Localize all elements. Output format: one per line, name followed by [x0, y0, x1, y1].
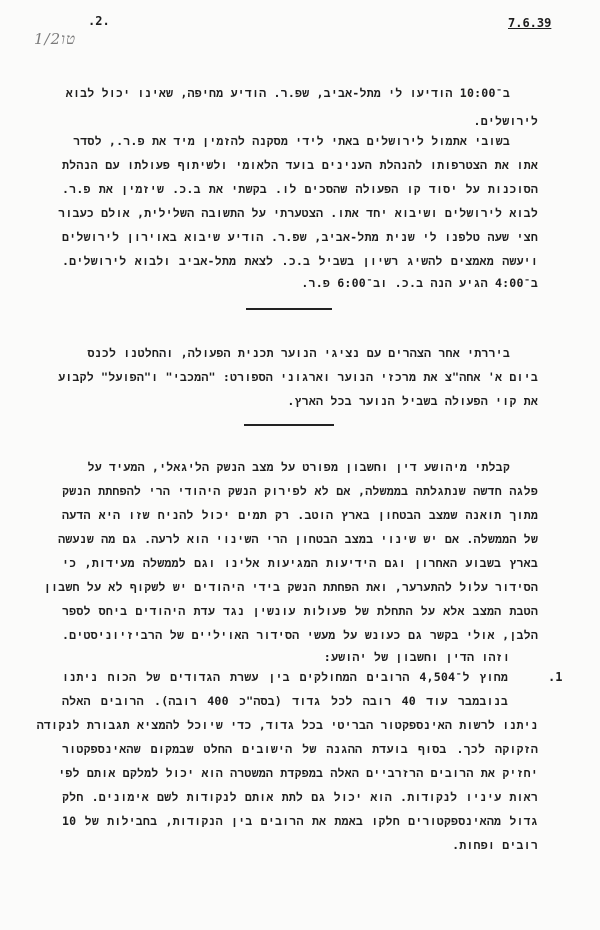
text-line: הזקוקה לכך. בסוף בועדת ההגנה של הישובים החלט שבמקום שהאינספקטור: [62, 742, 538, 756]
text-line: מחוץ ל־4,504 הרובים המחולקים בין עשרת הגדודים של הכוח ניתנו: [62, 670, 509, 684]
text-line: יחזיק את הרובים הרזרביים האלה במפקדת המשטרה הוא יכול למלקם אותם לפי: [58, 766, 538, 780]
text-line: מתוך תואנה שמצב הבטחון בארץ הוטב. רק תמים יכול להניח שזו היא הדעה: [62, 508, 538, 522]
handwritten-mark: 1/2טו: [34, 30, 77, 48]
page-number: .2.: [88, 14, 110, 28]
text-line: רובים ופחות.: [452, 838, 538, 852]
text-line: חצי שעה טלפנו לי שנית מתל-אביב, שפ.ר. הודיע שיבוא באוירון לירושלים: [62, 230, 538, 244]
text-line: ביררתי אחר הצהרים עם נציגי הנוער תכנית הפעולה, והחלטנו לכנס: [87, 346, 510, 360]
text-line: וזהו הדין וחשבון של יהושע:: [323, 650, 510, 664]
text-line: בארץ בשבוע האחרון וגם הידיעות המגיעות אלינו וגם לממשלה מעידות, כי: [62, 556, 538, 570]
text-line: הטבת המצב אלא על התחלת של פעולות עונשין נגד עדת היהודים ביחס לספר: [62, 604, 538, 618]
text-line: בשובי אתמול לירושלים באתי לידי מסקנה להזמין מיד את פ.ר., לסדר: [73, 134, 510, 148]
text-line: לירושלים.: [473, 114, 538, 128]
text-line: ב־4:00 הגיע הנה ב.כ. וב־6:00 פ.ר.: [301, 276, 538, 290]
text-line: ביום א' אחה"צ את מרכזי הנוער וארגוני הספורט: "המכבי" ו"הפועל" לקבוע: [58, 370, 538, 384]
text-line: של הממשלה. אם יש שינוי במצב הבטחון הרי השינוי הוא לרעה. גם מה שנעשה: [58, 532, 538, 546]
text-line: הלבן, אולי בקשר גם כעונש על מעשי הסידור האויליים של הרביזיוניסטים.: [62, 628, 538, 642]
text-line: הסוכנות על יסוד קו הפעולה שהסכים לו. בקשתי את ב.כ. שיזמין את פ.ר.: [62, 182, 538, 196]
section-separator: [246, 308, 332, 310]
text-line: אתו את הצטרפותו להנהלת הענינים בועד הלאומי ולשיתוף פעולתו עם הנהלת: [62, 158, 538, 172]
text-line: בנובמבר עוד 40 רובה לכל גדוד (בסה"כ 400 רובה). הרובים האלה: [62, 694, 508, 708]
text-line: גדול מהאינספקטורים חלקו באמת את הרובים בין הנקודות, בחבילות של 10: [62, 814, 538, 828]
text-line: ויעשה מאמצים להשיג רשיון בשביל ב.כ. לצאת מתל-אביב ולבוא לירושלים.: [62, 254, 538, 268]
text-line: ראות עיניו לנקודות. הוא יכול גם לתת אותם לנקודות לשם אימונים. חלק: [62, 790, 538, 804]
list-item-number: .1: [548, 670, 563, 684]
text-line: הסידור עלול להתערער, ואת הפחתת הנשק בידי היהודים יש לשקוף לא על חשבון: [43, 580, 538, 594]
text-line: קבלתי מיהושע דין וחשבון מפורט על מצב הנשק הליגאלי, המעיד על: [87, 460, 510, 474]
document-date: 7.6.39: [508, 16, 552, 30]
text-line: ניתנו לרשות האינספקטור הבריטי בכל גדוד, כדי שיוכל להמציא תגבורת לנקודה: [36, 718, 538, 732]
text-line: את קוי הפעולה בשביל הנוער בכל הארץ.: [287, 394, 538, 408]
section-separator: [244, 424, 334, 426]
text-line: פלגה חדשה שנתגלתה בממשלה, אם לא לפירוק הנשק היהודי הרי להפחתת הנשק: [62, 484, 538, 498]
text-line: ב־10:00 הודיעו לי מתל-אביב, שפ.ר. הודיע מחיפה, שאינו יכול לבוא: [65, 86, 510, 100]
text-line: לבוא לירושלים ושיבוא יחד אתו. הצטערתי על התשובה השלילית, אולם כעבור: [58, 206, 538, 220]
